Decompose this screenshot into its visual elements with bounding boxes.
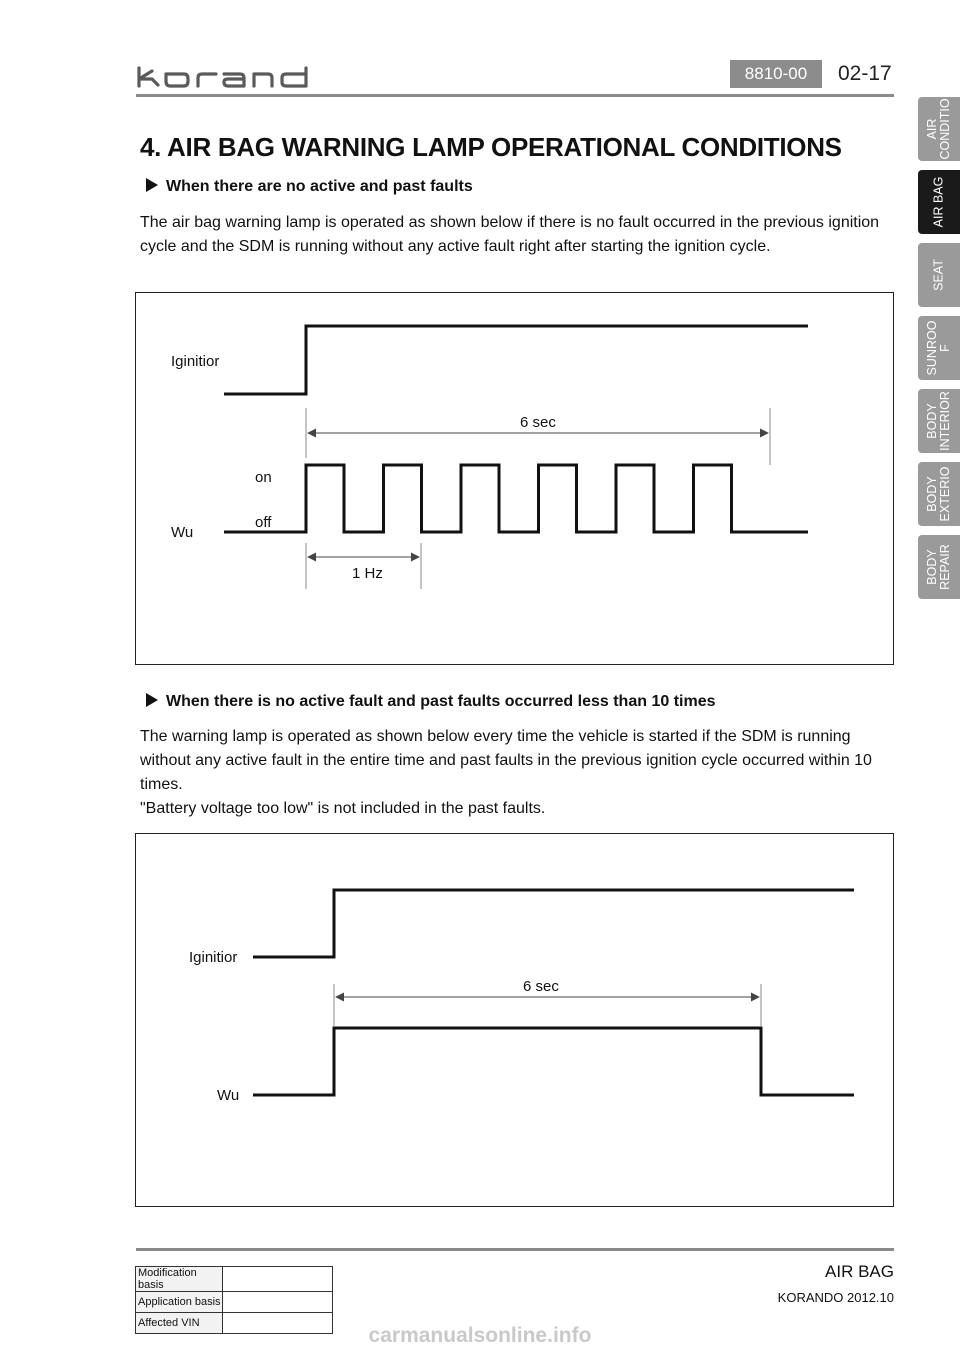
side-tab-label: AIR CONDITIO xyxy=(925,98,952,160)
warning-lamp-signal-line xyxy=(253,1028,854,1095)
section2-heading xyxy=(146,693,715,711)
watermark: carmanualsonline.info xyxy=(368,1324,592,1347)
section2-para-line: times. xyxy=(140,776,183,793)
modification-row-label: Application basis xyxy=(136,1292,223,1313)
footer-divider xyxy=(136,1248,894,1251)
side-tab[interactable] xyxy=(918,316,960,380)
modification-row-label: Affected VIN xyxy=(136,1313,223,1334)
side-tab-label: AIR BAG xyxy=(931,176,946,228)
ignition-signal-line xyxy=(224,326,808,394)
section2-para-line: without any active fault in the entire time and past faults in the previous ignition cycle occurred within 10 xyxy=(140,752,872,769)
section2-para-line: "Battery voltage too low" is not included in the past faults. xyxy=(140,800,546,817)
modification-row xyxy=(136,1292,333,1313)
side-tab-label: SEAT xyxy=(931,259,946,291)
on-label: on xyxy=(255,469,272,486)
side-tab[interactable] xyxy=(918,389,960,453)
side-tab[interactable] xyxy=(918,97,960,161)
triangle-bullet-icon xyxy=(146,693,158,707)
section1-para-line: The air bag warning lamp is operated as shown below if there is no fault occurred in the previous ignition xyxy=(140,214,880,231)
ignition-label: Iginitior xyxy=(171,353,220,370)
korando-logo-icon xyxy=(136,66,316,90)
off-label: off xyxy=(255,514,272,531)
warning-lamp-pulse-signal xyxy=(224,465,808,532)
section2-paragraph xyxy=(140,725,900,821)
frequency-label: 1 Hz xyxy=(352,565,383,582)
timing-diagram-2 xyxy=(135,833,894,1207)
modification-row xyxy=(136,1267,333,1292)
triangle-bullet-icon xyxy=(146,178,158,192)
header-divider xyxy=(136,94,894,97)
wu-label: Wu xyxy=(171,524,194,541)
wu-label: Wu xyxy=(217,1087,240,1104)
duration-label: 6 sec xyxy=(523,978,559,995)
side-tab[interactable] xyxy=(918,243,960,307)
timing-diagram-1 xyxy=(135,292,894,665)
duration-label: 6 sec xyxy=(520,414,556,431)
ignition-label: Iginitior xyxy=(189,949,238,966)
footer-section-name: AIR BAG xyxy=(825,1262,894,1281)
side-tab[interactable] xyxy=(918,535,960,599)
page-title: 4. AIR BAG WARNING LAMP OPERATIONAL CONDITIONS xyxy=(140,132,842,162)
brand-logo xyxy=(136,66,316,95)
side-tab[interactable] xyxy=(918,170,960,234)
side-tab-label: BODY REPAIR xyxy=(925,544,952,590)
section1-heading-text: When there are no active and past faults xyxy=(166,178,473,195)
side-tab[interactable] xyxy=(918,462,960,526)
side-tab-label: BODY EXTERIO xyxy=(925,466,952,522)
modification-row-value xyxy=(223,1292,333,1313)
ignition-signal-line xyxy=(253,890,854,957)
section1-paragraph xyxy=(140,211,900,259)
section1-heading xyxy=(146,178,473,196)
side-tab-label: BODY INTERIOR xyxy=(925,391,952,451)
modification-row-value xyxy=(223,1267,333,1292)
side-tab-label: SUNROO F xyxy=(925,320,952,376)
footer-model: KORANDO 2012.10 xyxy=(777,1290,894,1305)
modification-row-label: Modification basis xyxy=(136,1267,223,1292)
section2-para-line: The warning lamp is operated as shown below every time the vehicle is started if the SDM is running xyxy=(140,728,851,745)
section1-para-line: cycle and the SDM is running without any active fault right after starting the ignition cycle. xyxy=(140,238,771,255)
section2-heading-text: When there is no active fault and past faults occurred less than 10 times xyxy=(166,693,716,710)
page-number: 02-17 xyxy=(838,62,892,85)
section-code-badge: 8810-00 xyxy=(730,60,822,88)
